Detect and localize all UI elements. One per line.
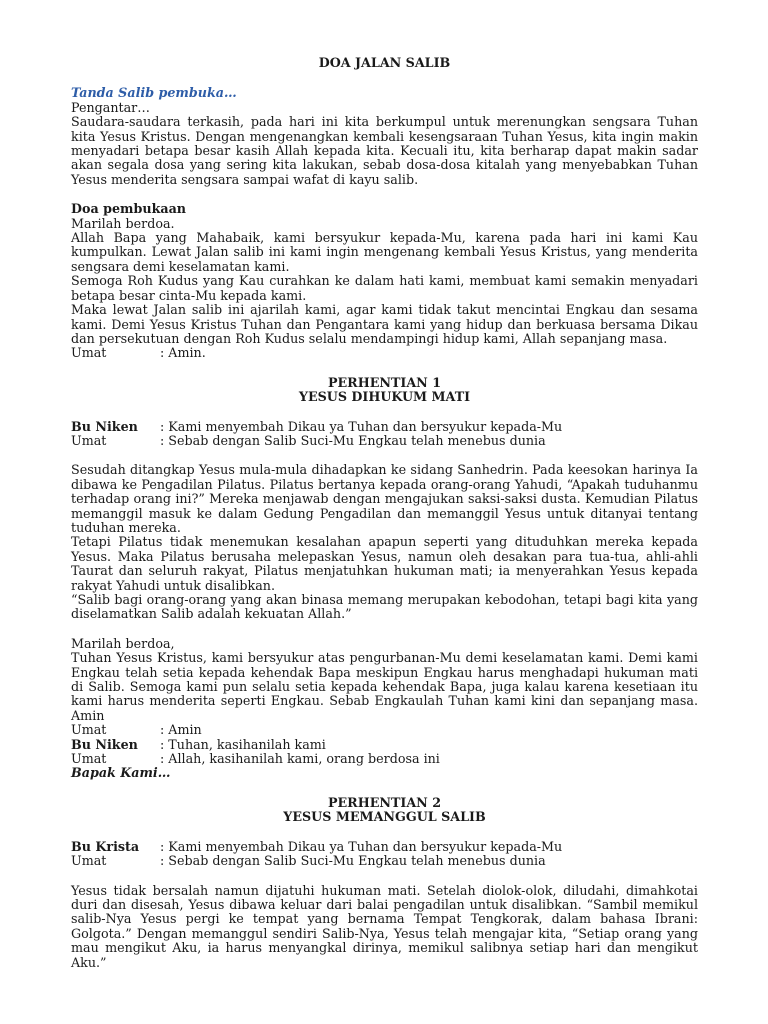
reading-paragraph: Tetapi Pilatus tidak menemukan kesalahan apapun seperti yang dituduhkan mereka kepada Yesus. Maka Pilatus berusaha melepaskan Yesus, namun oleh desakan para tua-tua, ahli-ahli Taurat dan seluruh rakyat, Pilatus menjatuhkan hukuman mati; ia menyerahkan Yesus kepada rakyat Yahudi untuk disalibkan. <box>71 534 698 593</box>
speaker-label: Umat <box>71 722 107 738</box>
opening-prayer-paragraph: Semoga Roh Kudus yang Kau curahkan ke dalam hati kami, membuat kami semakin menyadari betapa besar cinta-Mu kepada kami. <box>71 273 698 303</box>
response-text: : Amin <box>160 722 202 738</box>
response-line <box>71 840 698 854</box>
reading-paragraph: Sesudah ditangkap Yesus mula-mula dihadapkan ke sidang Sanhedrin. Pada keesokan harinya Ia dibawa ke Pengadilan Pilatus. Pilatus bertanya kepada orang-orang Yahudi, “Apakah tuduhanmu terhadap orang ini?” Mereka menjawab dengan mengajukan saksi-saksi dusta. Kemudian Pilatus memanggil masuk ke dalam Gedung Pengadilan dan memanggil Yesus untuk ditanyai tentang tuduhan mereka. <box>71 462 698 535</box>
response-line <box>71 723 698 737</box>
station-title: YESUS MEMANGGUL SALIB <box>283 809 486 825</box>
speaker-label: Umat <box>71 853 107 869</box>
intro-text: Saudara-saudara terkasih, pada hari ini kita berkumpul untuk merenungkan sengsara Tuhan kita Yesus Kristus. Dengan mengenangkan kembali kesengsaraan Tuhan Yesus, kita ingin makin menyadari betapa besar kasih Allah kepada kita. Kecuali itu, kita berharap dapat makin sadar akan segala dosa yang sering kita lakukan, sebab dosa-dosa kitalah yang menyebabkan Tuhan Yesus menderita sengsara sampai wafat di kayu salib. <box>71 114 698 187</box>
reading-paragraph: Yesus tidak bersalah namun dijatuhi hukuman mati. Setelah diolok-olok, diludahi, dimahkotai duri dan disesah, Yesus dibawa keluar dari balai pengadilan untuk disalibkan. “Sambil memikul salib-Nya Yesus pergi ke tempat yang bernama Tempat Tengkorak, dalam bahasa Ibrani: Golgota.” Dengan memanggul sendiri Salib-Nya, Yesus telah mengajar kita, “Setiap orang yang mau mengikut Aku, ia harus menyangkal dirinya, memikul salibnya setiap hari dan mengikut Aku.” <box>71 882 698 970</box>
reading-quote: “Salib bagi orang-orang yang akan binasa memang merupakan kebodohan, tetapi bagi kita yang diselamatkan Salib adalah kekuatan Allah.” <box>71 592 698 622</box>
speaker-label: Bu Krista <box>71 838 140 854</box>
opening-prayer-paragraph: Allah Bapa yang Mahabaik, kami bersyukur kepada-Mu, karena pada hari ini kami Kau kumpulkan. Lewat Jalan salib ini kami ingin mengenang kembali Yesus Kristus, yang menderita sengsara demi keselamatan kami. <box>71 230 698 274</box>
speaker-label: Umat <box>71 345 107 361</box>
response-line <box>71 738 698 752</box>
response-line <box>71 752 698 766</box>
prayer-invite: Marilah berdoa, <box>71 635 175 651</box>
response-text: : Kami menyembah Dikau ya Tuhan dan bersyukur kepada-Mu <box>160 418 563 434</box>
response-text: : Allah, kasihanilah kami, orang berdosa ini <box>160 751 440 767</box>
response-text: : Sebab dengan Salib Suci-Mu Engkau telah menebus dunia <box>160 853 546 869</box>
response-text: : Tuhan, kasihanilah kami <box>160 736 326 752</box>
response-line <box>71 434 698 448</box>
speaker-label: Bu Niken <box>71 418 138 434</box>
prayer-text: Tuhan Yesus Kristus, kami bersyukur atas pengurbanan-Mu demi keselamatan kami. Demi kami Engkau telah setia kepada kehendak Bapa meskipun Engkau harus menghadapi hukuman mati di Salib. Semoga kami pun selalu setia kepada kehendak Bapa, juga kalau karena kesetiaan itu kami harus menderita seperti Engkau. Sebab Engkaulah Tuhan kami kini dan sepanjang masa. Amin <box>71 650 698 723</box>
document-title: DOA JALAN SALIB <box>318 55 451 70</box>
response-text: : Kami menyembah Dikau ya Tuhan dan bersyukur kepada-Mu <box>160 838 563 854</box>
response-text: : Amin. <box>160 345 206 361</box>
speaker-label: Bu Niken <box>71 736 138 752</box>
speaker-label: Umat <box>71 751 107 767</box>
response-text: : Sebab dengan Salib Suci-Mu Engkau telah menebus dunia <box>160 432 546 448</box>
opening-sign: Tanda Salib pembuka… <box>71 85 237 101</box>
station-number: PERHENTIAN 2 <box>327 794 442 810</box>
opening-prayer-invite: Marilah berdoa. <box>71 215 175 231</box>
station-number: PERHENTIAN 1 <box>327 374 442 390</box>
opening-prayer-paragraph: Maka lewat Jalan salib ini ajarilah kami, agar kami tidak takut mencintai Engkau dan sesama kami. Demi Yesus Kristus Tuhan dan Pengantara kami yang hidup dan berkuasa bersama Dikau dan persekutuan dengan Roh Kudus selalu mendampingi hidup kami, Allah sepanjang masa. <box>71 302 698 346</box>
speaker-label: Umat <box>71 432 107 448</box>
opening-prayer-heading: Doa pembukaan <box>71 201 187 217</box>
intro-label: Pengantar… <box>71 99 150 115</box>
our-father-prayer: Bapak Kami… <box>71 765 171 781</box>
station-title: YESUS DIHUKUM MATI <box>298 389 471 405</box>
document-page <box>71 56 698 970</box>
response-line <box>71 854 698 868</box>
response-line <box>71 346 698 360</box>
response-line <box>71 420 698 434</box>
